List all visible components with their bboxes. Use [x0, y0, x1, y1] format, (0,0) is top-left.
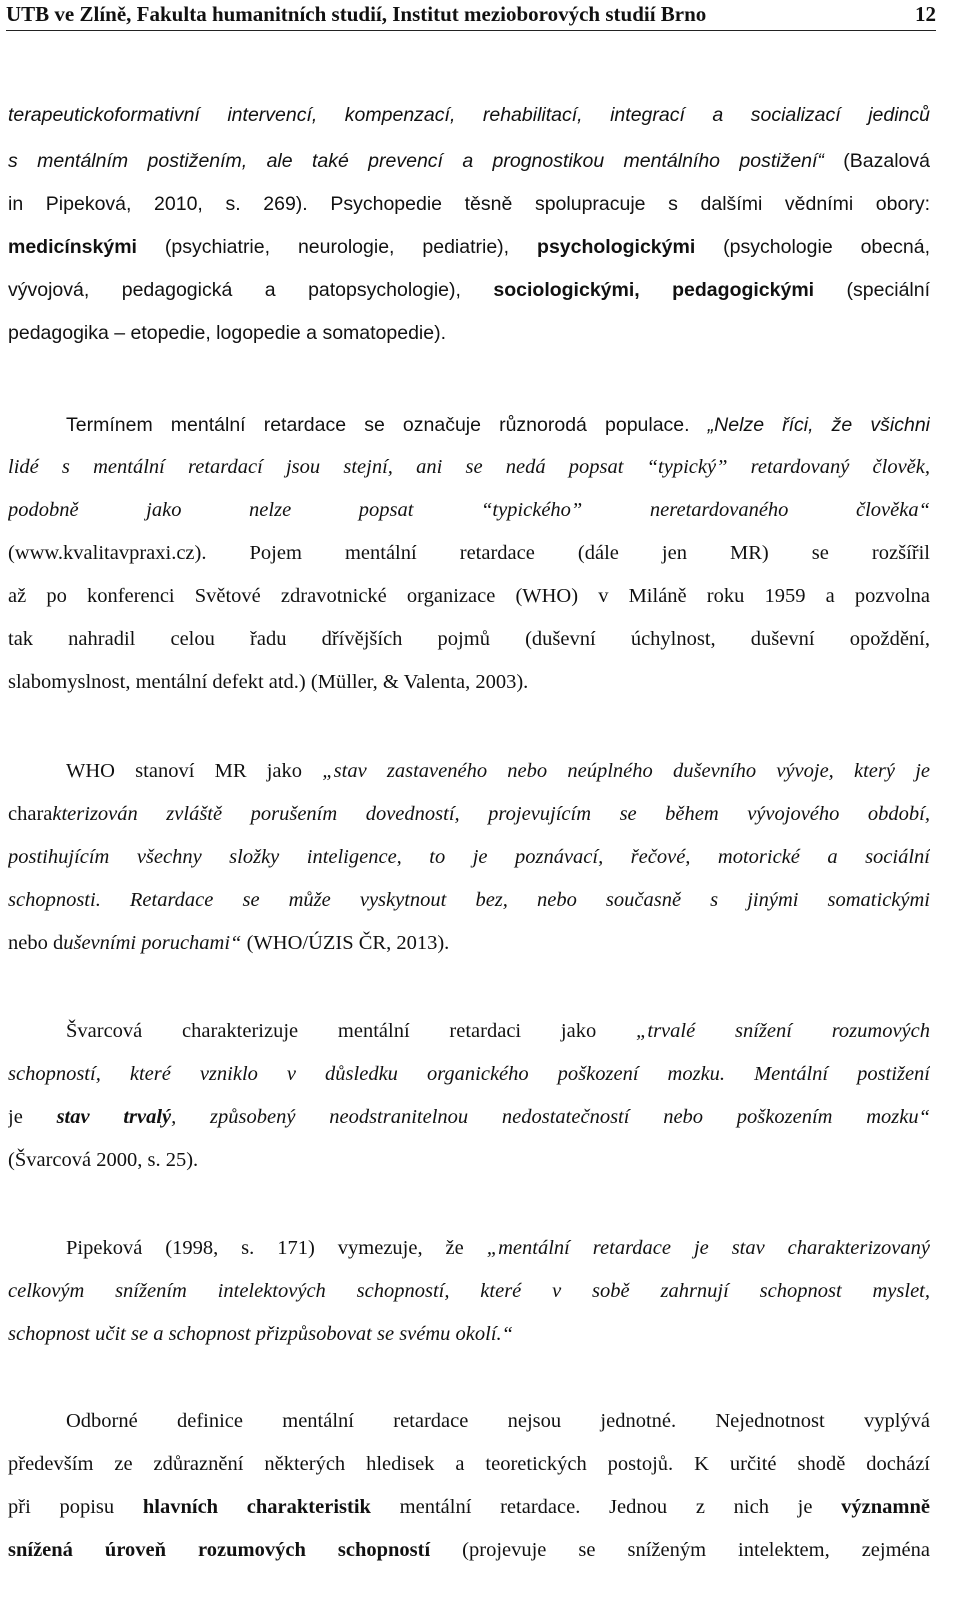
text-span: slabomyslnost, mentální defekt atd.) (Müller, & Valenta, 2003).	[8, 671, 529, 693]
bold-term: stav trvalý	[56, 1106, 172, 1128]
text-span: (projevuje se sníženým intelektem, zejména	[430, 1539, 930, 1561]
text-span: , způsobený neodstranitelnou nedostatečností nebo poškozením mozku“	[171, 1106, 930, 1128]
text-line	[8, 624, 930, 654]
text-span: schopnost učit se a schopnost přizpůsobovat se svému okolí.“	[8, 1323, 514, 1345]
text-span: pedagogika – etopedie, logopedie a somatopedie).	[8, 322, 447, 344]
text-line	[8, 1449, 930, 1479]
text-line	[8, 495, 930, 525]
text-span: lidé s mentální retardací jsou stejní, ani se nedá popsat “typický” retardovaný člověk,	[8, 456, 930, 478]
text-span: při popisu	[8, 1496, 143, 1518]
text-span: uševními poruchami“	[63, 932, 242, 954]
text-span: (Švarcová 2000, s. 25).	[8, 1149, 199, 1171]
text-line	[8, 452, 930, 482]
text-span: chara	[8, 803, 53, 825]
text-span: s mentálním postižením, ale také prevencí a prognostikou mentálního postižení“	[8, 150, 824, 172]
text-span: Švarcová charakterizuje mentální retardaci jako	[66, 1020, 636, 1042]
text-line	[8, 1102, 930, 1132]
text-span: (Bazalová	[823, 150, 930, 172]
page-number: 12	[915, 2, 936, 26]
header-title: UTB ve Zlíně, Fakulta humanitních studií, Institut mezioborových studií Brno	[6, 2, 707, 26]
text-line	[8, 885, 930, 915]
text-span: tak nahradil celou řadu dřívějších pojmů (duševní úchylnost, duševní opoždění,	[8, 628, 930, 650]
text-line	[8, 1406, 930, 1436]
text-span: postihujícím všechny složky inteligence, to je poznávací, řečové, motorické a sociální	[8, 846, 930, 868]
text-span: Psychopedie těsně spolupracuje s dalšími vědními obory:	[330, 193, 930, 215]
text-line	[8, 756, 930, 786]
text-span: Termínem mentální retardace se označuje různorodá populace.	[66, 414, 708, 436]
text-span: (psychologie obecná,	[695, 236, 930, 258]
text-span: „Nelze říci, že všichni	[707, 414, 930, 436]
page-header	[6, 0, 936, 31]
text-span: až po konferenci Světové zdravotnické organizace (WHO) v Miláně roku 1959 a pozvolna	[8, 585, 930, 607]
text-line	[8, 189, 930, 219]
text-span: (psychiatrie, neurologie, pediatrie),	[136, 236, 538, 258]
text-line	[8, 799, 930, 829]
text-span: „stav zastaveného nebo neúplného duševního vývoje, který je	[322, 760, 930, 782]
bold-term: snížená úroveň rozumových schopností	[8, 1539, 431, 1561]
text-line	[8, 146, 930, 176]
text-line	[8, 1492, 930, 1522]
bold-term: sociologickými, pedagogickými	[493, 279, 815, 301]
text-span: podobně jako nelze popsat “typického” neretardovaného člověka“	[8, 499, 930, 521]
text-span: terapeutickoformativní intervencí, kompenzací, rehabilitací, integrací a socializací jedinců	[8, 104, 930, 126]
text-span: nebo d	[8, 932, 64, 954]
text-line	[8, 538, 930, 568]
text-line	[8, 232, 930, 262]
text-line	[8, 1319, 930, 1349]
text-line	[8, 318, 930, 348]
text-line	[8, 842, 930, 872]
text-span: vývojová, pedagogická a patopsychologie),	[8, 279, 494, 301]
text-line	[8, 410, 930, 440]
text-span: in Pipeková, 2010, s. 269).	[8, 193, 331, 215]
text-span: celkovým snížením intelektových schopností, které v sobě zahrnují schopnost myslet,	[8, 1280, 930, 1302]
text-span: „trvalé snížení rozumových	[635, 1020, 930, 1042]
bold-term: významně	[841, 1496, 930, 1518]
text-span: především ze zdůraznění některých hledisek a teoretických postojů. K určité shodě dochází	[8, 1453, 930, 1475]
text-line	[8, 667, 930, 697]
text-line	[8, 581, 930, 611]
text-line	[8, 1233, 930, 1263]
text-span: Pipeková (1998, s. 171) vymezuje, že	[66, 1237, 487, 1259]
bold-term: psychologickými	[537, 236, 696, 258]
bold-term: medicínskými	[8, 236, 137, 258]
text-span: „mentální retardace je stav charakterizovaný	[486, 1237, 930, 1259]
text-span: schopností, které vzniklo v důsledku organického poškození mozku. Mentální postižení	[8, 1063, 930, 1085]
text-line	[8, 1016, 930, 1046]
text-span: (www.kvalitavpraxi.cz). Pojem mentální retardace (dále jen MR) se rozšířil	[8, 542, 930, 564]
text-line	[8, 100, 930, 130]
bold-term: hlavních charakteristik	[142, 1496, 371, 1518]
text-span: je	[8, 1106, 57, 1128]
text-span: WHO stanoví MR jako	[66, 760, 323, 782]
text-span: mentální retardace. Jednou z nich je	[370, 1496, 842, 1518]
text-line	[8, 1059, 930, 1089]
text-span: (speciální	[814, 279, 930, 301]
text-line	[8, 275, 930, 305]
text-span: Odborné definice mentální retardace nejsou jednotné. Nejednotnost vyplývá	[66, 1410, 930, 1432]
text-span: kterizován zvláště porušením dovedností, projevujícím se během vývojového období,	[52, 803, 930, 825]
text-span: schopnosti. Retardace se může vyskytnout bez, nebo současně s jinými somatickými	[8, 889, 930, 911]
text-span: (WHO/ÚZIS ČR, 2013).	[241, 932, 450, 954]
text-line	[8, 1535, 930, 1565]
text-line	[8, 1145, 930, 1175]
text-line	[8, 928, 930, 958]
text-line	[8, 1276, 930, 1306]
